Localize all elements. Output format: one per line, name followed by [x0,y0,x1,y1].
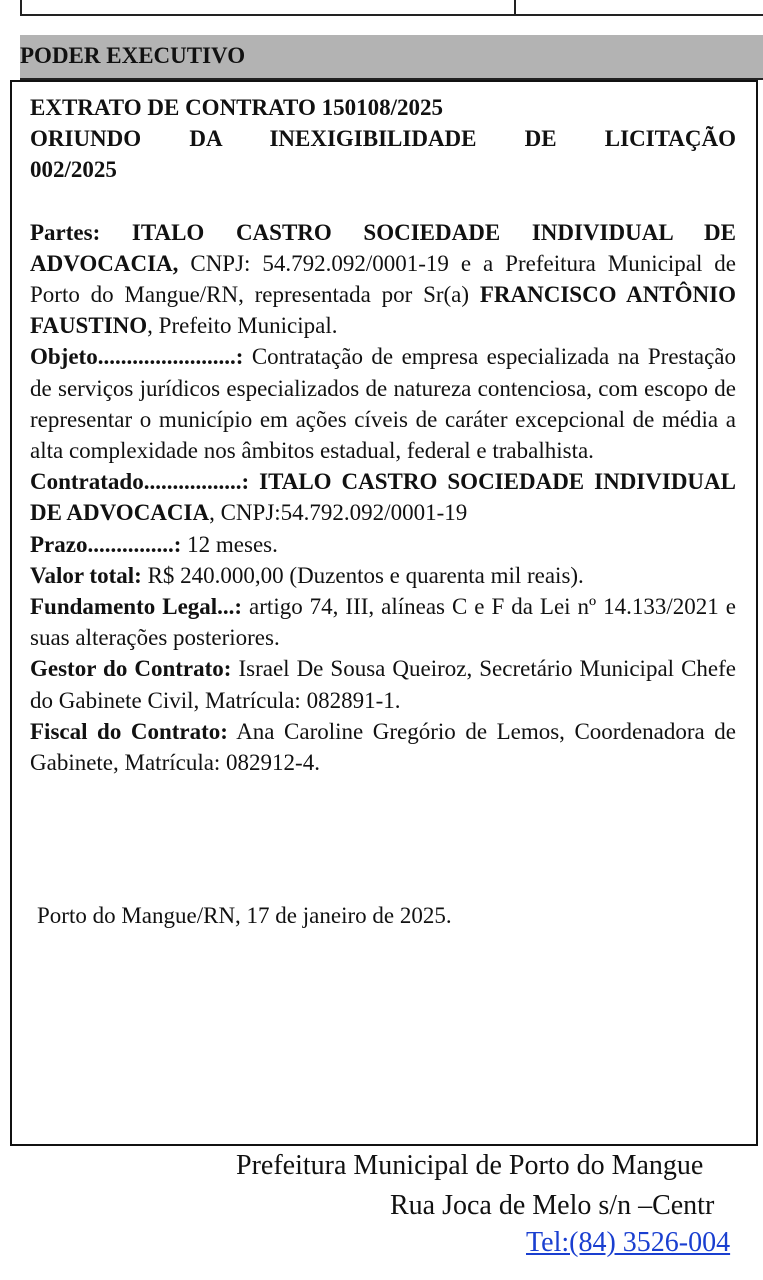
top-table-border-left [20,0,22,15]
valor-label: Valor total: [30,562,142,588]
footer-phone-link[interactable]: Tel:(84) 3526-004 [526,1227,731,1258]
fundamento-text: artigo 74, III, alíneas C e F da Lei nº 14.133/2021 e suas alterações posteriores. [30,594,736,651]
extract-title: EXTRATO DE CONTRATO 150108/2025 [30,95,443,120]
extract-origin-number: 002/2025 [30,157,117,183]
partes-name: ITALO CASTRO SOCIEDADE INDIVIDUAL DE ADVOCACIA, [30,219,736,276]
fiscal-text: Ana Caroline Gregório de Lemos, Coordenadora de Gabinete, Matrícula: 082912-4. [30,718,736,776]
footer-institution: Prefeitura Municipal de Porto do Mangue [236,1150,704,1181]
partes-text: CNPJ: 54.792.092/0001-19 e a Prefeitura Municipal de Porto do Mangue/RN, representada por Sr(a) [30,250,736,308]
gestor-paragraph [30,653,736,715]
prazo-label: Prazo...............: [30,531,182,557]
contratado-label: Contratado.................: [30,469,250,495]
spacer [30,186,736,217]
box-right-edge [756,80,763,1146]
objeto-paragraph [30,341,736,466]
footer-address: Rua Joca de Melo s/n –Centr [390,1190,715,1221]
section-title: PODER EXECUTIVO [20,43,246,68]
valor-text: R$ 240.000,00 (Duzentos e quarenta mil reais). [141,562,584,588]
section-header-bar [20,35,763,80]
extract-origin: ORIUNDO DA INEXIGIBILIDADE DE LICITAÇÃO [30,126,736,152]
partes-paragraph [30,217,736,342]
objeto-text: Contratação de empresa especializada na Prestação de serviços jurídicos especializados de natureza contenciosa, com escopo de representar o município em ações cíveis de caráter excepcional de média a alta complexidade nos âmbitos estadual, federal e trabalhista. [30,344,736,464]
fiscal-label: Fiscal do Contrato: [30,718,228,744]
fundamento-paragraph [30,591,736,653]
contract-extract-content [30,92,736,778]
gestor-text: Israel De Sousa Queiroz, Secretário Municipal Chefe do Gabinete Civil, Matrícula: 082891-1. [30,656,736,713]
contratado-name: ITALO CASTRO SOCIEDADE INDIVIDUAL DE ADVOCACIA [30,469,736,526]
partes-representative: FRANCISCO ANTÔNIO FAUSTINO [30,282,736,339]
top-table-border-divider [514,0,516,15]
fiscal-paragraph [30,716,736,778]
valor-paragraph [30,560,736,591]
contratado-text: , CNPJ:54.792.092/0001-19 [209,500,468,526]
partes-label: Partes: [30,219,101,245]
top-table-border-bottom [20,14,763,16]
date-line: Porto do Mangue/RN, 17 de janeiro de 2025. [37,903,452,928]
contratado-paragraph [30,466,736,528]
partes-text-end: , Prefeito Municipal. [147,313,338,339]
gestor-label: Gestor do Contrato: [30,656,232,682]
prazo-text: 12 meses. [181,531,278,557]
objeto-label: Objeto........................: [30,344,244,370]
prazo-paragraph [30,529,736,560]
fundamento-label: Fundamento Legal...: [30,594,243,620]
